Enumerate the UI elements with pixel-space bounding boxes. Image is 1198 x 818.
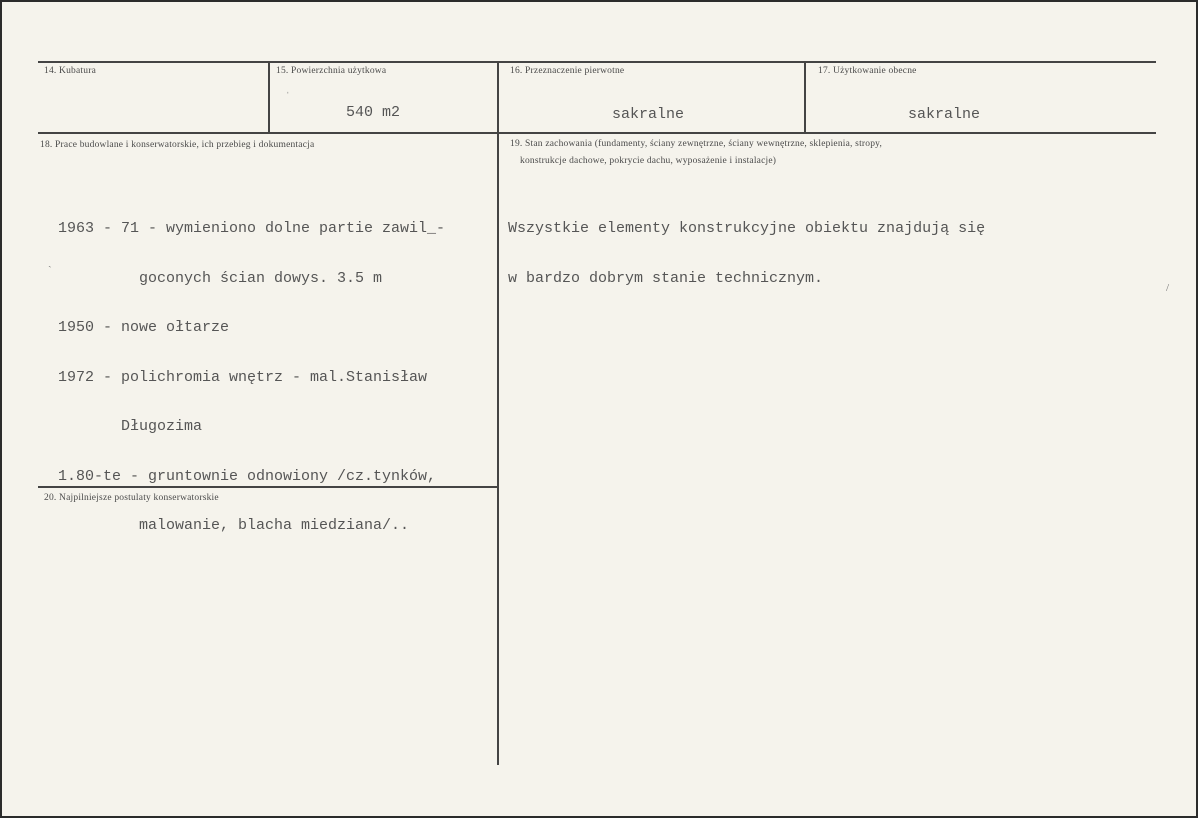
field-19-label: 19. Stan zachowania (fundamenty, ściany zewnętrzne, ściany wewnętrzne, sklepienia, stropy, (510, 139, 883, 149)
entry-line: Długozima (58, 418, 203, 435)
field-18-label: 18. Prace budowlane i konserwatorskie, ich przebieg i dokumentacja (40, 140, 315, 150)
row1-bottom-rule (38, 132, 1156, 134)
divider-16-17 (804, 61, 806, 133)
entry-line: 1972 - polichromia wnętrz - mal.Stanisław (58, 368, 428, 386)
entry-line: 1963 - 71 - wymieniono dolne partie zawil_- (58, 220, 446, 237)
field-17-label: 17. Użytkowanie obecne (818, 66, 917, 76)
field-19-label-continued: konstrukcje dachowe, pokrycie dachu, wyposażenie i instalacje) (520, 156, 777, 166)
top-rule (38, 61, 1156, 63)
stray-mark: ˏ (48, 256, 52, 268)
entry-line: 1950 - nowe ołtarze (58, 319, 230, 336)
stray-mark: / (1166, 282, 1170, 294)
field-16-label: 16. Przeznaczenie pierwotne (510, 66, 625, 76)
field-20-label: 20. Najpilniejsze postulaty konserwatorskie (44, 493, 219, 503)
field-18-entries (58, 188, 445, 568)
field-15-label: 15. Powierzchnia użytkowa (276, 66, 387, 76)
field-16-value: sakralne (612, 106, 685, 123)
field-19-entries (508, 188, 985, 320)
entry-line: 1.80-te - gruntownie odnowiony /cz.tynków, (58, 467, 437, 485)
entry-line: goconych ścian dowys. 3.5 m (58, 269, 383, 287)
field-17-value: sakralne (908, 106, 981, 123)
divider-15-16 (497, 61, 499, 133)
divider-main (497, 132, 499, 765)
field-15-value: 540 m2 (346, 104, 401, 121)
entry-line: malowanie, blacha miedziana/.. (58, 517, 410, 534)
field-14-label: 14. Kubatura (44, 66, 96, 76)
stray-mark: ˈ (286, 90, 290, 102)
entry-line: w bardzo dobrym stanie technicznym. (508, 269, 824, 287)
entry-line: Wszystkie elementy konstrukcyjne obiektu znajdują się (508, 220, 986, 237)
divider-14-15 (268, 61, 270, 133)
